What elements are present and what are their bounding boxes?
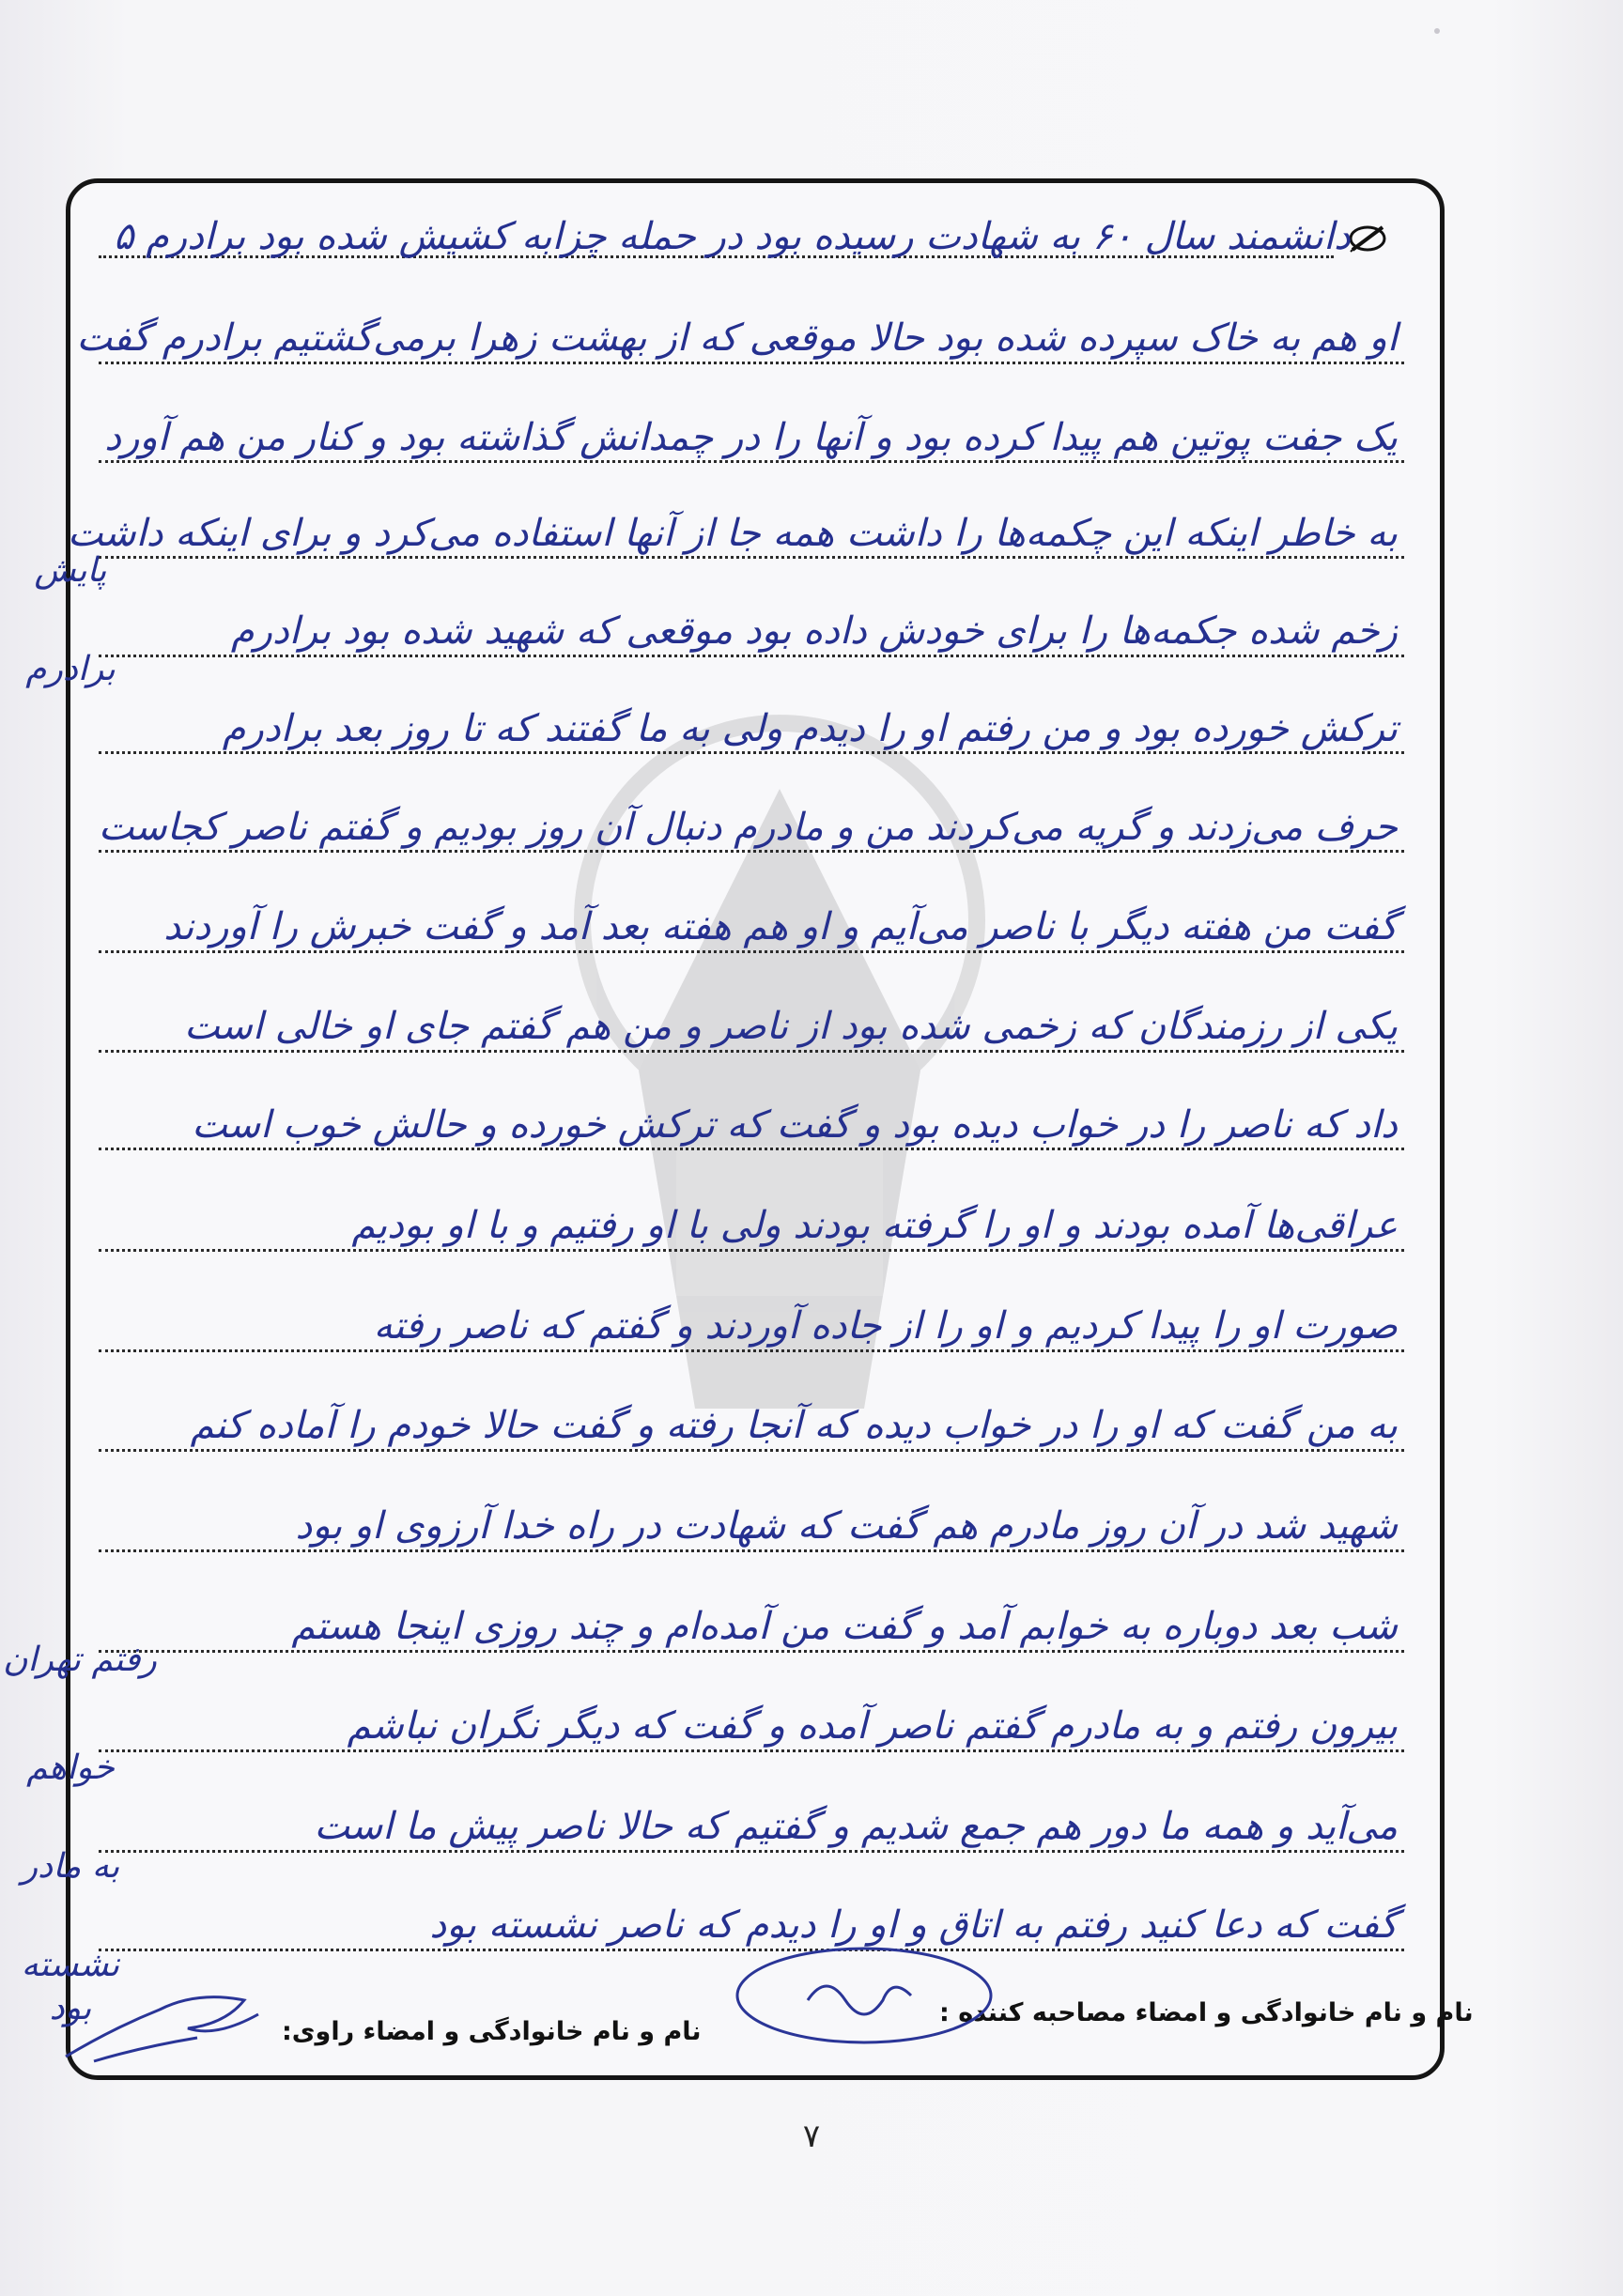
- handwritten-line: داد که ناصر را در خواب دیده بود و گفت که ترکش خورده و حالش خوب است: [192, 1103, 1398, 1147]
- handwritten-line: به من گفت که او را در خواب دیده که آنجا رفته و گفت حالا خودم را آماده کنم: [190, 1404, 1398, 1447]
- handwritten-line: شهید شد در آن روز مادرم هم گفت که شهادت در راه خدا آرزوی او بود: [295, 1504, 1398, 1548]
- handwritten-line: بیرون رفتم و به مادرم گفتم ناصر آمده و گفت که دیگر نگران نباشم: [347, 1704, 1398, 1748]
- handwritten-line: او هم به خاک سپرده شده بود حالا موقعی که از بهشت زهرا برمی‌گشتیم برادرم گفت: [76, 316, 1398, 360]
- handwritten-line: یکی از رزمندگان که زخمی شده بود از ناصر و من هم گفتم جای او خالی است: [184, 1005, 1398, 1048]
- interviewer-signature-label: نام و نام خانوادگی و امضاء مصاحبه کننده :: [939, 1998, 1474, 2027]
- handwritten-line: گفت من هفته دیگر با ناصر می‌آیم و او هم هفته بعد آمد و گفت خبرش را آوردند: [163, 905, 1398, 948]
- handwritten-line: ترکش خورده بود و من رفتم او را دیدم ولی به ما گفتند که تا روز بعد برادرم: [222, 707, 1398, 750]
- margin-note: پایش: [34, 551, 107, 590]
- margin-note: به مادر: [21, 1847, 120, 1886]
- handwritten-line: شب بعد دوباره به خوابم آمد و گفت من آمده‌ام و چند روزی اینجا هستم: [291, 1605, 1398, 1648]
- handwritten-line: می‌آید و همه ما دور هم جمع شدیم و گفتیم که حالا ناصر پیش ما است: [314, 1805, 1398, 1848]
- handwritten-line: دانشمند سال ۶۰ به شهادت رسیده بود در حمله چزابه کشیش شده بود برادرم ۵: [113, 215, 1351, 258]
- margin-note: رفتم تهران: [3, 1641, 157, 1679]
- pen-writing-icon: [1345, 222, 1390, 255]
- handwritten-line: عراقی‌ها آمده بودند و او را گرفته بودند ولی با او رفتیم و با او بودیم: [351, 1204, 1398, 1247]
- handwritten-line: صورت او را پیدا کردیم و او را از جاده آوردند و گفتم که ناصر رفته: [373, 1304, 1398, 1348]
- margin-note: خواهم: [26, 1749, 115, 1787]
- handwritten-line: به خاطر اینکه این چکمه‌ها را داشت همه جا از آنها استفاده می‌کرد و برای اینکه داشت: [67, 512, 1398, 555]
- paper-speck: [1434, 28, 1440, 34]
- handwritten-line: گفت که دعا کنید رفتم به اتاق و او را دیدم که ناصر نشسته بود: [429, 1903, 1398, 1947]
- handwritten-line: یک جفت پوتین هم پیدا کرده بود و آنها را در چمدانش گذاشته بود و کنار من هم آورد: [104, 416, 1398, 459]
- margin-note: نشسته بود: [21, 1946, 120, 2027]
- handwritten-line: حرف می‌زدند و گریه می‌کردند من و مادرم دنبال آن روز بودیم و گفتم ناصر کجاست: [98, 806, 1398, 849]
- page-number: ۷: [802, 2118, 821, 2155]
- narrator-signature: [56, 1972, 272, 2075]
- interviewer-signature: [723, 1934, 1005, 2057]
- handwritten-line: زخم شده جکمه‌ها را برای خودش داده بود موقعی که شهید شده بود برادرم: [230, 609, 1398, 653]
- narrator-signature-label: نام و نام خانوادگی و امضاء راوی:: [282, 2017, 702, 2046]
- margin-note: برادرم: [25, 650, 116, 688]
